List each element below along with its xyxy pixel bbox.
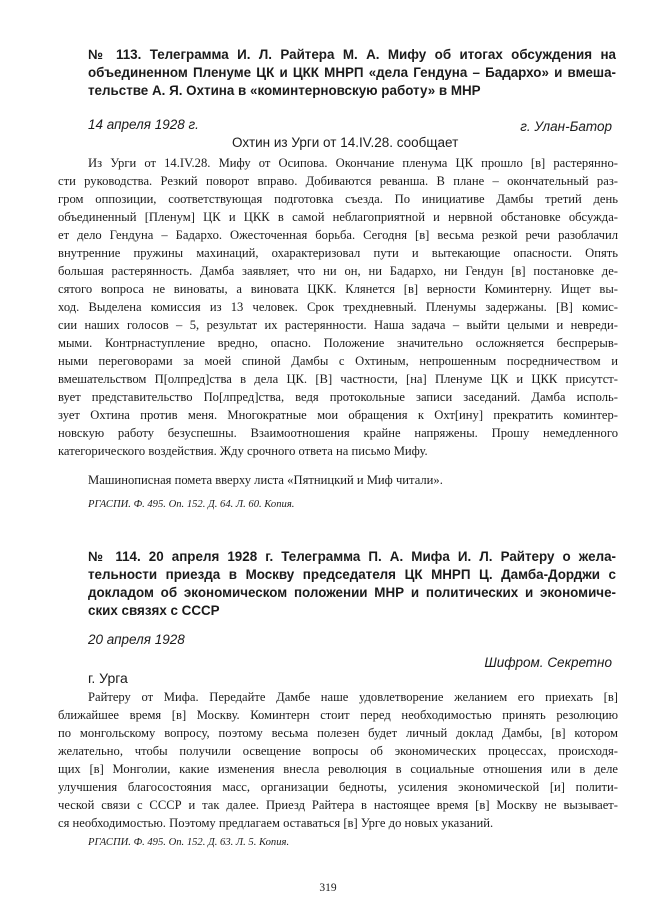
document-113-body [58, 154, 618, 460]
body-line: сти руководства. Резкий поворот вправо. Добиваются реванша. В плане – окончательный раз- [58, 174, 618, 188]
body-line: новскую работу безуспешны. Взаимоотношения крайне напряжены. Прошу немедленного [58, 426, 618, 440]
body-line: сятого вопроса не виноваты, а виновата ЦКК. Клянется [в] верности Коминтерну. Ищет вы- [58, 282, 618, 296]
body-line: щих [в] Монголии, какие изменения внесла революция в социальные отношения или в деле [58, 762, 618, 776]
title-line: докладом об экономическом положении МНР и политических и экономиче- [88, 585, 616, 600]
body-line: объединенный [Пленум] ЦК и ЦКК в самой неблагоприятной и нервной обстановке обсужда- [58, 210, 618, 224]
document-113-source: РГАСПИ. Ф. 495. Оп. 152. Д. 64. Л. 60. Копия. [88, 499, 295, 510]
title-line: ских связях с СССР [88, 603, 220, 618]
title-line: тельстве А. Я. Охтина в «коминтерновскую работу» в МНР [88, 83, 481, 98]
body-line: Из Урги от 14.IV.28. Мифу от Осипова. Окончание пленума ЦК прошло [в] растерянно- [88, 156, 618, 170]
body-line: желательно, чтобы получили освещение вопросы об экономических процессах, происходя- [58, 744, 618, 758]
page-number: 319 [319, 882, 337, 894]
title-line: тельности приезда в Москву председателя ЦК МНРП Ц. Дамба-Дорджи с [88, 567, 616, 582]
body-line: сии наших голосов – 5, результат их растерянности. Наша задача – выйти целыми и невреди- [58, 318, 618, 332]
document-114-body [58, 688, 618, 832]
body-line: улучшения благосостояния масс, организации бедноты, усиления экономической [и] полити- [58, 780, 618, 794]
body-line: внутренние пружины махинаций, охарактеризовал пути и вытекающие опасности. Опять [58, 246, 618, 260]
body-line: гром оппозиции, соответствующая подготовка съезда. По инициативе Дамбы третий день [58, 192, 618, 206]
body-line: ет дело Гендуна – Бадархо. Ожесточенная борьба. Сегодня [в] весьма резкой речи разоблачил [58, 228, 618, 242]
title-line: объединенном Пленуме ЦК и ЦКК МНРП «дела Гендуна – Бадархо» и вмеша- [88, 65, 616, 80]
body-line: большая растерянность. Дамба заявляет, что ни он, ни Бадархо, ни Гендун [в] постановке де- [58, 264, 618, 278]
body-line: ближайшее время [в] Москву. Коминтерн стоит перед необходимостью принять резолюцию [58, 708, 618, 722]
title-line: № 114. 20 апреля 1928 г. Телеграмма П. А. Мифа И. Л. Райтеру о жела- [88, 549, 616, 564]
body-line: категорического воздействия. Жду срочного ответа на письмо Мифу. [58, 444, 428, 458]
document-113-title [88, 46, 616, 100]
body-line: вует представительство По[лпред]ства, ведя протокольные записи заседаний. Дамба исполь- [58, 390, 618, 404]
body-line: ческой связи с СССР и так далее. Приезд Райтера в настоящее время [в] Москву не вызывает- [58, 798, 618, 812]
document-113-note: Машинописная пометa вверху листа «Пятницкий и Миф читали». [88, 473, 443, 487]
body-line: мыми. Контрнаступление вредно, опасно. Положение значительно осложняется беспрерыв- [58, 336, 618, 350]
body-line: ся необходимостью. Поэтому предлагаем оставаться [в] Урге до новых указаний. [58, 816, 494, 830]
body-line: ными переговорами за моей спиной Дамбы с Охтиным, непрошенным посредничеством и [58, 354, 618, 368]
document-114-stamp: Шифром. Секретно [484, 655, 612, 670]
body-line: вмешательством П[олпред]ства в дела ЦК. [В] частности, [на] Пленуме ЦК и ЦКК присутст- [58, 372, 618, 386]
title-line: № 113. Телеграмма И. Л. Райтера М. А. Мифу об итогах обсуждения на [88, 47, 616, 62]
document-113-place: г. Улан-Батор [520, 119, 612, 134]
body-line: ход. Выделена комиссия из 13 человек. Срок трехдневный. Пленумы задержаны. [В] комис- [58, 300, 618, 314]
document-114-source: РГАСПИ. Ф. 495. Оп. 152. Д. 63. Л. 5. Копия. [88, 837, 290, 848]
body-line: зует Охтина против меня. Многократные мои обращения к Охт[ину] прекратить коминтер- [58, 408, 618, 422]
document-114-date: 20 апреля 1928 [88, 632, 185, 647]
body-line: Райтеру от Мифа. Передайте Дамбе наше удовлетворение желанием его приехать [в] [88, 690, 618, 704]
document-113-date: 14 апреля 1928 г. [88, 117, 199, 132]
body-line: по монгольскому вопросу, поэтому весьма полезен будет личный доклад Дамбы, [в] котором [58, 726, 618, 740]
document-114-place: г. Урга [88, 670, 128, 686]
document-114-title [88, 548, 616, 620]
document-113-subheading: Охтин из Урги от 14.IV.28. сообщает [232, 135, 459, 150]
